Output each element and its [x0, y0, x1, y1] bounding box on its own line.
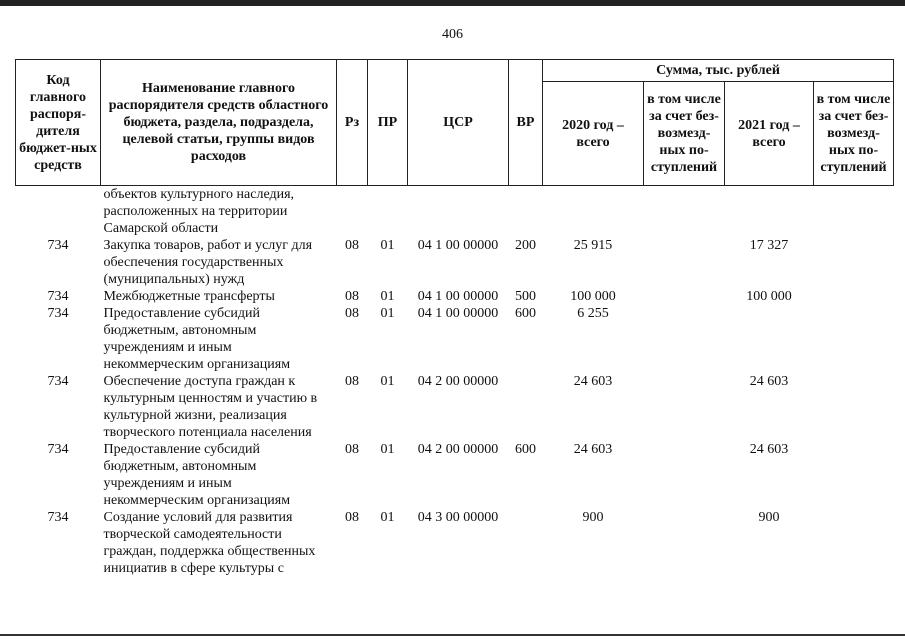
- cell-2020-grants: [644, 288, 725, 305]
- cell-2021-grants: [814, 441, 894, 509]
- cell-csr: [408, 186, 509, 238]
- cell-2021-total: 900: [758, 510, 780, 525]
- cell-vr: [509, 373, 543, 441]
- header-name: Наименование главного распорядителя средств областного бюджета, раздела, подраздела, целевой статьи, группы видов расходов: [101, 60, 337, 186]
- header-rz: Рз: [337, 60, 368, 186]
- cell-vr: 200: [515, 238, 536, 253]
- header-sum-group: Сумма, тыс. рублей: [543, 60, 894, 82]
- cell-2021-grants: [814, 186, 894, 238]
- cell-2020-total: 24 603: [573, 374, 613, 389]
- cell-csr: 04 3 00 00000: [417, 510, 499, 525]
- table-body: [16, 186, 894, 578]
- cell-csr: 04 2 00 00000: [417, 374, 499, 389]
- cell-2020-grants: [644, 237, 725, 288]
- cell-2021-total: 24 603: [749, 442, 789, 457]
- cell-2021-total: 24 603: [749, 374, 789, 389]
- cell-pr: 01: [380, 238, 395, 253]
- cell-name: Создание условий для развития творческой самодеятельности граждан, поддержка общественных инициатив в сфере культуры с: [103, 510, 316, 576]
- cell-pr: 01: [380, 374, 395, 389]
- cell-vr: 600: [515, 306, 536, 321]
- cell-code: 734: [47, 289, 69, 304]
- cell-vr: [509, 509, 543, 577]
- cell-csr: 04 2 00 00000: [417, 442, 499, 457]
- cell-rz: 08: [345, 510, 359, 525]
- cell-csr: 04 1 00 00000: [417, 289, 499, 304]
- cell-rz: [337, 186, 368, 238]
- table-row: [16, 373, 894, 441]
- cell-rz: 08: [345, 374, 359, 389]
- table-row: [16, 509, 894, 577]
- cell-csr: 04 1 00 00000: [417, 306, 499, 321]
- cell-rz: 08: [345, 289, 359, 304]
- budget-table: [15, 59, 894, 577]
- cell-pr: 01: [380, 442, 395, 457]
- cell-name: объектов культурного наследия, расположенных на территории Самарской области: [103, 187, 295, 236]
- cell-2020-total: 100 000: [570, 289, 616, 304]
- cell-pr: 01: [380, 510, 395, 525]
- cell-code: 734: [47, 238, 69, 253]
- cell-2020-grants: [644, 373, 725, 441]
- cell-name: Предоставление субсидий бюджетным, автономным учреждениям и иным некоммерческим организациям: [103, 306, 291, 372]
- bottom-border: [0, 634, 905, 636]
- cell-name: Обеспечение доступа граждан к культурным ценностям и участию в культурной жизни, реализация творческого потенциала населения: [103, 374, 318, 440]
- table-row: [16, 305, 894, 373]
- cell-2020-grants: [644, 305, 725, 373]
- cell-2020-total: 6 255: [577, 306, 609, 321]
- cell-code: 734: [47, 442, 69, 457]
- cell-2021-total: [725, 305, 814, 373]
- cell-code: [16, 186, 101, 238]
- cell-2021-total: 17 327: [749, 238, 789, 253]
- cell-rz: 08: [345, 238, 359, 253]
- cell-code: 734: [47, 510, 69, 525]
- cell-name: Межбюджетные трансферты: [103, 289, 275, 304]
- top-border: [0, 0, 905, 6]
- cell-2021-grants: [814, 288, 894, 305]
- cell-2020-grants: [644, 186, 725, 238]
- cell-2021-grants: [814, 237, 894, 288]
- cell-pr: 01: [380, 289, 395, 304]
- cell-2021-grants: [814, 305, 894, 373]
- header-2020-total: 2020 год – всего: [543, 82, 644, 186]
- cell-2020-total: 900: [582, 510, 604, 525]
- cell-2020-total: [543, 186, 644, 238]
- cell-csr: 04 1 00 00000: [417, 238, 499, 253]
- cell-pr: 01: [380, 306, 395, 321]
- cell-name: Предоставление субсидий бюджетным, автономным учреждениям и иным некоммерческим организациям: [103, 442, 291, 508]
- cell-pr: [368, 186, 408, 238]
- cell-rz: 08: [345, 442, 359, 457]
- cell-vr: 500: [515, 289, 536, 304]
- cell-2021-total: 100 000: [746, 289, 792, 304]
- header-2020-grants: в том числе за счет без-возмезд-ных по-ступлений: [644, 82, 725, 186]
- cell-name: Закупка товаров, работ и услуг для обеспечения государственных (муниципальных) нужд: [103, 238, 313, 287]
- table-row: [16, 288, 894, 305]
- header-pr: ПР: [368, 60, 408, 186]
- header-code: Код главного распоря-дителя бюджет-ных средств: [16, 60, 101, 186]
- header-2021-total: 2021 год – всего: [725, 82, 814, 186]
- table-row: [16, 237, 894, 288]
- cell-code: 734: [47, 306, 69, 321]
- cell-code: 734: [47, 374, 69, 389]
- cell-2021-grants: [814, 509, 894, 577]
- cell-2021-grants: [814, 373, 894, 441]
- cell-vr: 600: [515, 442, 536, 457]
- header-csr: ЦСР: [408, 60, 509, 186]
- header-vr: ВР: [509, 60, 543, 186]
- cell-2020-grants: [644, 441, 725, 509]
- cell-vr: [509, 186, 543, 238]
- cell-2020-total: 24 603: [573, 442, 613, 457]
- cell-2021-total: [725, 186, 814, 238]
- table-row: [16, 441, 894, 509]
- cell-rz: 08: [345, 306, 359, 321]
- header-2021-grants: в том числе за счет без-возмезд-ных по-ступлений: [814, 82, 894, 186]
- budget-table-wrapper: [15, 59, 894, 577]
- table-row: [16, 186, 894, 238]
- cell-2020-grants: [644, 509, 725, 577]
- cell-2020-total: 25 915: [573, 238, 613, 253]
- table-header: [16, 60, 894, 186]
- page-number: 406: [442, 27, 463, 42]
